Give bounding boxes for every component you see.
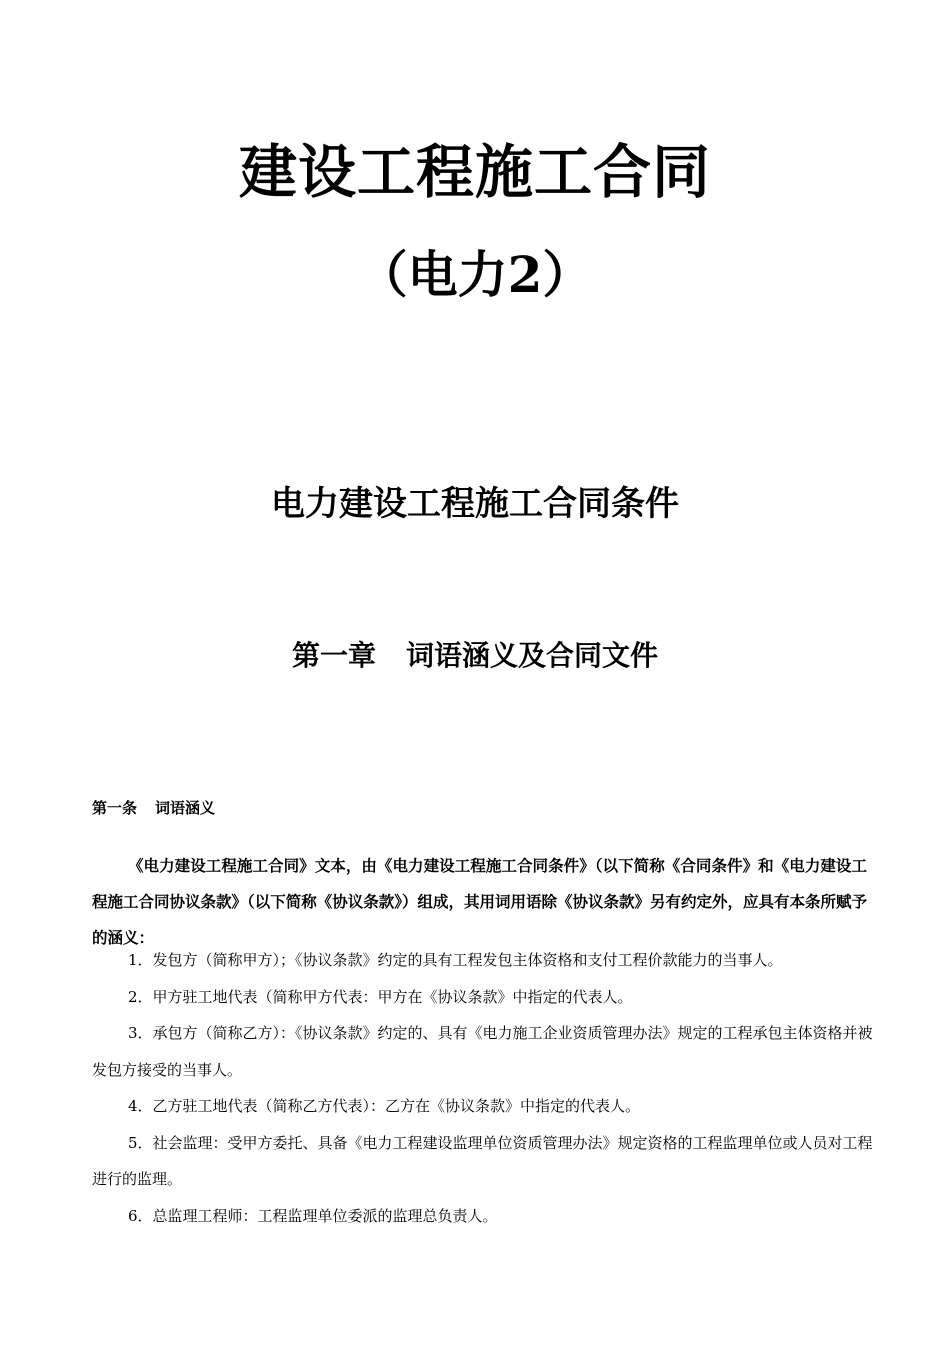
- definition-list: [92, 942, 882, 1234]
- article-number: 第一条: [92, 799, 138, 817]
- chapter-name: 词语涵义及合同文件: [406, 639, 659, 672]
- article-heading: [92, 796, 215, 820]
- definition-item: 1．发包方（简称甲方）；《协议条款》约定的具有工程发包主体资格和支付工程价款能力的当事人。: [128, 951, 783, 969]
- document-subtitle: （电力2）: [357, 245, 593, 304]
- chapter-title: [0, 636, 950, 676]
- definition-item: 4．乙方驻工地代表（简称乙方代表）：乙方在《协议条款》中指定的代表人。: [128, 1097, 641, 1115]
- document-title: 建设工程施工合同: [238, 138, 711, 206]
- intro-paragraph: 《电力建设工程施工合同》文本，由《电力建设工程施工合同条件》（以下简称《合同条件》和《电力建设工程施工合同协议条款》（以下简称《协议条款》）组成，其用词用语除《协议条款》另有约定外，应具有本条所赋予的涵义：: [92, 855, 868, 947]
- article-name: 词语涵义: [155, 799, 216, 817]
- definition-item: 2．甲方驻工地代表（简称甲方代表：甲方在《协议条款》中指定的代表人。: [128, 987, 633, 1006]
- definition-item: 6．总监理工程师：工程监理单位委派的监理总负责人。: [128, 1206, 498, 1225]
- definition-item: 3．承包方（简称乙方）：《协议条款》约定的、具有《电力施工企业资质管理办法》规定的工程承包主体资格并被发包方接受的当事人。: [92, 1024, 873, 1079]
- chapter-number: 第一章: [291, 639, 376, 672]
- conditions-title: 电力建设工程施工合同条件: [271, 484, 679, 524]
- definition-item: 5．社会监理：受甲方委托、具备《电力工程建设监理单位资质管理办法》规定资格的工程监理单位或人员对工程进行的监理。: [92, 1133, 873, 1188]
